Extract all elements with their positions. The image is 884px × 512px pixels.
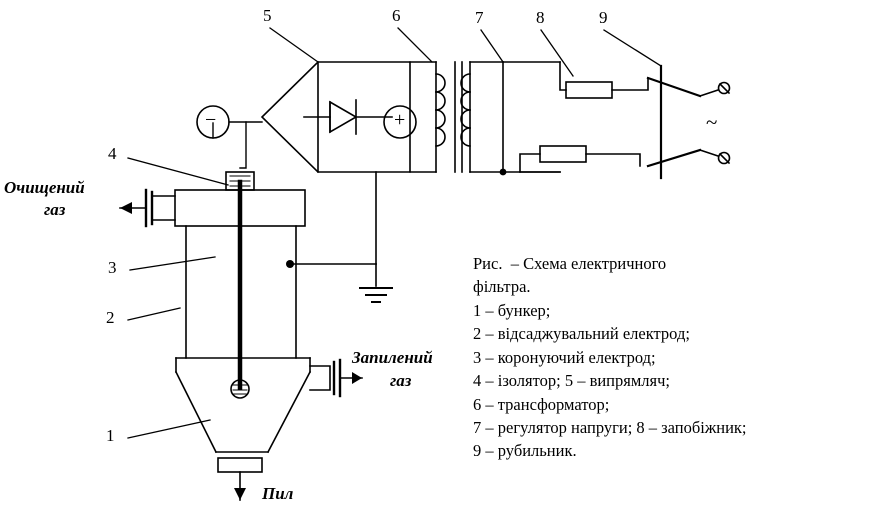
caption-item-1: 1 – бункер; — [473, 300, 551, 320]
negative-sign-icon: − — [205, 109, 217, 131]
dusty-gas-label-line1: Запилений — [352, 348, 433, 367]
caption-item-7: 9 – рубильник. — [473, 441, 577, 461]
precipitator-vessel — [120, 172, 362, 500]
transformer — [436, 62, 503, 172]
callout-9: 9 — [599, 8, 608, 27]
caption-item-2: 2 – відсаджувальний електрод; — [473, 324, 690, 344]
caption-item-6: 7 – регулятор напруги; 8 – запобіжник; — [473, 417, 747, 437]
caption-title-line1: Рис. – Схема електричного — [473, 254, 667, 273]
caption-title-line2: фільтра. — [473, 277, 531, 297]
figure-caption — [473, 252, 878, 463]
dust-label: Пил — [262, 484, 294, 503]
caption-item-5: 6 – трансформатор; — [473, 394, 610, 414]
callout-2: 2 — [106, 308, 115, 327]
callout-5: 5 — [263, 6, 272, 25]
ground-connection — [286, 172, 392, 302]
dusty-gas-label-line2: газ — [390, 371, 412, 390]
voltage-regulator — [500, 62, 560, 175]
ac-source-icon: ~ — [706, 110, 718, 134]
callout-7: 7 — [475, 8, 484, 27]
callout-6: 6 — [392, 6, 401, 25]
callout-8: 8 — [536, 8, 545, 27]
callout-3: 3 — [108, 258, 117, 277]
fuse-lower — [520, 146, 640, 172]
plus-sign-icon: + — [394, 109, 406, 131]
rectifier-bridge — [262, 62, 436, 172]
fuse-upper — [560, 62, 648, 98]
callout-4: 4 — [108, 144, 117, 163]
clean-gas-label-line2: газ — [44, 200, 66, 219]
callout-1: 1 — [106, 426, 115, 445]
clean-gas-label-line1: Очищений — [4, 178, 85, 197]
caption-item-4: 4 – ізолятор; 5 – випрямляч; — [473, 371, 671, 391]
caption-item-3: 3 – коронуючий електрод; — [473, 347, 656, 367]
